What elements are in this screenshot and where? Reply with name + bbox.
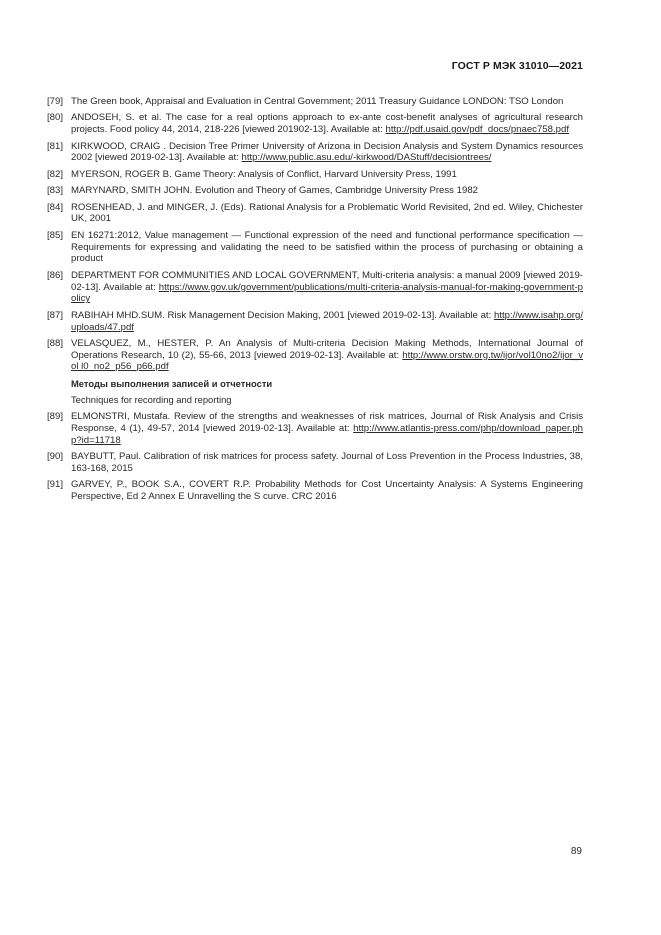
reference-number: [90] <box>47 451 64 463</box>
page-number: 89 <box>570 846 582 857</box>
reference-body <box>71 112 583 136</box>
reference-item <box>47 338 583 373</box>
reference-item <box>47 230 583 265</box>
reference-body <box>71 141 583 165</box>
reference-text: BAYBUTT, Paul. Calibration of risk matrices for process safety. Journal of Loss Prevention in the Process Industries, 38, 163-168, 2015 <box>71 451 583 474</box>
reference-text: ELMONSTRI, Mustafa. Review of the strengths and weaknesses of risk matrices, Journal of Risk Analysis and Crisis Response, 4 (1), 49-57, 2014 [viewed 2019-02-13]. Available at: <box>71 411 583 434</box>
reference-text: DEPARTMENT FOR COMMUNITIES AND LOCAL GOVERNMENT, Multi-criteria analysis: a manual 2009 [viewed 2019-02-13]. Available at: <box>71 269 583 293</box>
reference-number: [84] <box>47 201 64 213</box>
reference-number: [83] <box>47 185 64 197</box>
reference-item <box>47 479 583 503</box>
reference-text: The Green book, Appraisal and Evaluation in Central Government; 2011 Treasury Guidance LONDON: TSO London <box>71 96 564 107</box>
reference-number: [87] <box>47 309 64 321</box>
bibliography <box>47 96 583 507</box>
reference-link[interactable]: http://www.public.asu.edu/-kirkwood/DAStuff/decisiontrees/ <box>241 152 492 164</box>
section-subheading: Techniques for recording and reporting <box>71 394 232 406</box>
reference-item <box>47 270 583 305</box>
reference-body <box>71 202 583 226</box>
reference-text: EN 16271:2012, Value management — Functional expression of the need and functional performance specification — Requirements for expressing and validating the need to be satisfied within the process of purchasing or obtaining a product <box>71 229 583 265</box>
reference-link[interactable]: http://pdf.usaid.gov/pdf_docs/pnaec758.pdf <box>385 124 569 136</box>
reference-number: [81] <box>47 140 64 152</box>
reference-body <box>71 230 583 265</box>
reference-item <box>47 96 583 108</box>
reference-number: [82] <box>47 168 64 180</box>
reference-body <box>71 451 583 475</box>
reference-number: [88] <box>47 337 64 349</box>
reference-number: [80] <box>47 112 64 124</box>
reference-text: MARYNARD, SMITH JOHN. Evolution and Theory of Games, Cambridge University Press 1982 <box>71 185 478 197</box>
reference-text: RABIHAH MHD.SUM. Risk Management Decision Making, 2001 [viewed 2019-02-13]. Available at: <box>71 309 494 321</box>
reference-number: [86] <box>47 269 64 281</box>
reference-body <box>71 185 583 197</box>
reference-number: [91] <box>47 479 64 491</box>
reference-text: MYERSON, ROGER B. Game Theory: Analysis of Conflict, Harvard University Press, 1991 <box>71 168 457 180</box>
reference-text: VELASQUEZ, M., HESTER, P. An Analysis of Multi-criteria Decision Making Methods, International Journal of Operations Research, 10 (2), 55-66, 2013 [viewed 2019-02-13]. Available at: <box>71 337 583 361</box>
reference-item <box>47 169 583 181</box>
reference-item <box>47 202 583 226</box>
reference-link[interactable]: https://www.gov.uk/government/publications/multi-criteria-analysis-manual-for-making-government-policy <box>71 281 583 305</box>
reference-link[interactable]: http://www.atlantis-press.com/php/download_paper.php?id=11718 <box>71 422 583 446</box>
reference-item <box>47 185 583 197</box>
reference-item <box>47 141 583 165</box>
reference-text: ANDOSEH, S. et al. The case for a real options approach to ex-ante cost-benefit analyses of agricultural research projects. Food policy 44, 2014, 218-226 [viewed 201902-13]. Available at: <box>71 112 583 136</box>
reference-item <box>47 310 583 334</box>
reference-item <box>47 112 583 136</box>
document-header-id: ГОСТ Р МЭК 31010—2021 <box>451 60 583 72</box>
reference-item <box>47 411 583 446</box>
reference-number: [79] <box>47 96 64 107</box>
reference-link[interactable]: http://www.isahp.org/uploads/47.pdf <box>71 309 583 333</box>
reference-body <box>71 96 583 108</box>
reference-text: KIRKWOOD, CRAIG . Decision Tree Primer University of Arizona in Decision Analysis and System Dynamics resources 2002 [viewed 2019-02-13]. Available at: <box>71 140 583 164</box>
reference-list-a <box>47 96 583 373</box>
reference-item <box>47 451 583 475</box>
reference-text: ROSENHEAD, J. and MINGER, J. (Eds). Rational Analysis for a Problematic World Revisited, 2nd ed. Wiley, Chichester UK, 2001 <box>71 201 583 225</box>
reference-text: GARVEY, P., BOOK S.A., COVERT R.P. Probability Methods for Cost Uncertainty Analysis: A Systems Engineering Perspective, Ed 2 Annex E Unravelling the S curve. CRC 2016 <box>71 479 583 503</box>
section-heading: Методы выполнения записей и отчетности <box>71 377 273 389</box>
reference-body <box>71 479 583 503</box>
reference-body <box>71 169 583 181</box>
reference-number: [89] <box>47 411 64 423</box>
reference-body <box>71 338 583 373</box>
reference-link[interactable]: http://www.orstw.org.tw/ijor/vol10no2/ijor_vol l0_no2_p56_p66.pdf <box>71 349 583 373</box>
reference-number: [85] <box>47 229 64 241</box>
reference-body <box>71 270 583 305</box>
reference-body <box>71 310 583 334</box>
reference-body <box>71 411 583 446</box>
reference-list-b <box>47 411 583 503</box>
